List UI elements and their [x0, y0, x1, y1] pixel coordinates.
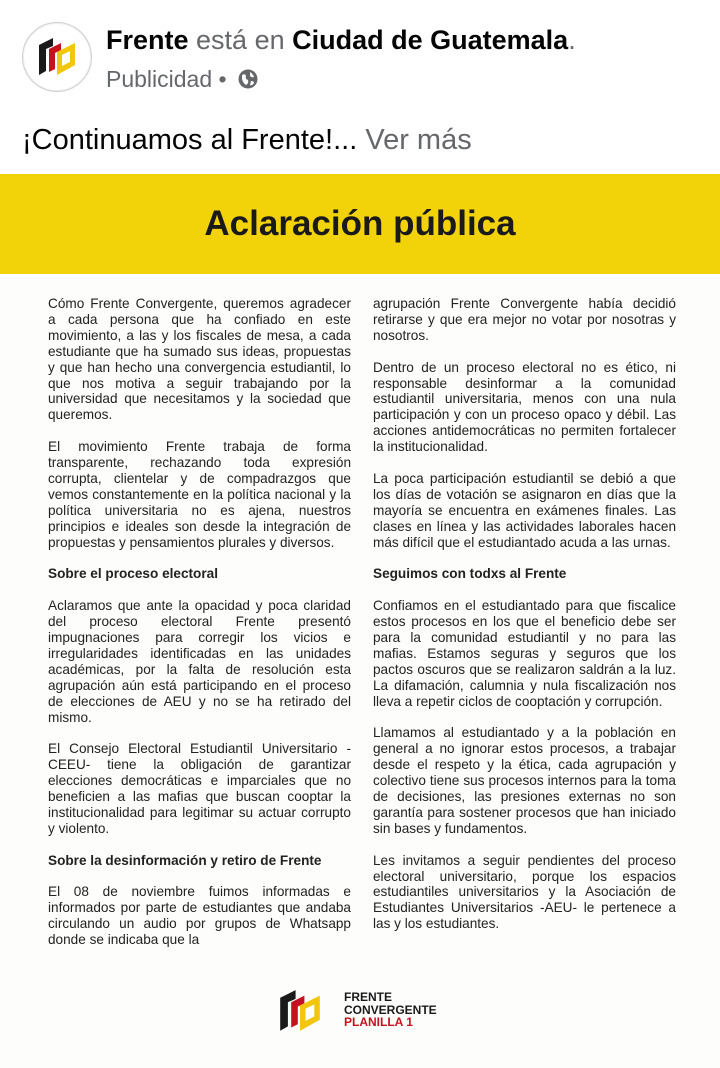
- paragraph: agrupación Frente Convergente había decidió retirarse y que era mejor no votar por nosotras y nosotros.: [373, 296, 676, 343]
- paragraph: El movimiento Frente trabaja de forma transparente, rechazando toda expresión corrupta, clientelar y de compadrazgos que vemos constantemente en la política nacional y la política universitaria no es ajena, nuestros principios e ideales son desde la integración de propuestas y pensamientos plurales y diversos.: [48, 439, 351, 550]
- paragraph: Les invitamos a seguir pendientes del proceso electoral universitario, porque los espacios estudiantiles universitarios y la Asociación de Estudiantes Universitarios -AEU- le pertenece a las y los estudiantes.: [373, 852, 676, 932]
- paragraph: La poca participación estudiantil se debió a que los días de votación se asignaron en días que la mayoría se encuentra en exámenes finales. Las clases en línea y las actividades laborales hacen más difícil que el estudiantado acuda a las urnas.: [373, 470, 676, 550]
- paragraph: Confiamos en el estudiantado para que fiscalice estos procesos en los que el beneficio debe ser para la comunidad estudiantil y no para las mafias. Estamos seguras y seguros que los pactos oscuros que se realizaron saldrán a la luz. La difamación, calumnia y nula fiscalización nos lleva a repetir ciclos de cooptación y corrupción.: [373, 598, 676, 709]
- section-heading: Sobre la desinformación y retiro de Frente: [48, 852, 322, 868]
- post-image[interactable]: [0, 174, 720, 1068]
- post-title-line: [106, 23, 576, 57]
- footer-logo: [278, 984, 458, 1040]
- paragraph: Cómo Frente Convergente, queremos agradecer a cada persona que ha confiado en este movimiento, a las y los fiscales de mesa, a cada estudiante que ha sumado sus ideas, propuestas y que han hecho una convergencia estudiantil, lo que nos motiva a seguir trabajando por la universidad que necesitamos y la sociedad que queremos.: [48, 296, 351, 423]
- paragraph: El 08 de noviembre fuimos informadas e informados por parte de estudiantes que andaba circulando un audio por grupos de Whatsapp donde se indicaba que la: [48, 884, 351, 948]
- frente-logo-icon: [37, 35, 77, 79]
- footer-line-1: FRENTE: [344, 990, 392, 1004]
- title-period: .: [568, 25, 576, 55]
- document-banner: [0, 174, 720, 274]
- post-text: [22, 121, 472, 159]
- footer-line-2: CONVERGENTE: [344, 1002, 437, 1017]
- page-name-link[interactable]: Frente: [106, 25, 189, 55]
- post-header: [0, 0, 720, 110]
- section-heading: Sobre el proceso electoral: [48, 566, 218, 582]
- see-more-link[interactable]: Ver más: [365, 124, 472, 156]
- paragraph: Aclaramos que ante la opacidad y poca claridad del proceso electoral Frente presentó impugnaciones para corregir los vicios e irregularidades identificadas en las unidades académicas, por la falta de resolución esta agrupación aún está participando en el proceso de elecciones de AEU y no se ha retirado del mismo.: [48, 598, 351, 725]
- post-meta: [106, 64, 259, 97]
- page-avatar[interactable]: [22, 22, 92, 92]
- document-right-column: [373, 296, 676, 948]
- meta-separator: •: [212, 66, 233, 92]
- paragraph: El Consejo Electoral Estudiantil Universitario -CEEU- tiene la obligación de garantizar elecciones democráticas e imparciales que no beneficien a las mafias que buscan cooptar la institucionalidad para legitimar su actuar corrupto y violento.: [48, 741, 351, 836]
- sponsored-label: Publicidad: [106, 66, 213, 92]
- paragraph: Llamamos al estudiantado y a la población en general a no ignorar estos procesos, a trabajar desde el respeto y la ética, cada agrupación y colectivo tiene sus procesos internos para la toma de decisiones, las presiones externas no son garantía para sostener procesos que han iniciado sin bases y fundamentos.: [373, 725, 676, 836]
- globe-icon: [237, 67, 259, 97]
- section-heading: Seguimos con todxs al Frente: [373, 566, 567, 582]
- checkin-connector: está en: [188, 25, 293, 55]
- document-left-column: [48, 296, 351, 964]
- post-message: ¡Continuamos al Frente!...: [22, 124, 358, 156]
- paragraph: Dentro de un proceso electoral no es ético, ni responsable desinformar a la comunidad estudiantil universitaria, menos con una nula participación y con un proceso opaco y débil. Las acciones antidemocráticas no permiten fortalecer la institucionalidad.: [373, 359, 676, 455]
- footer-wordmark: [344, 991, 437, 1029]
- document-title: Aclaración pública: [204, 204, 516, 243]
- footer-line-3: PLANILLA 1: [344, 1015, 413, 1029]
- location-link[interactable]: Ciudad de Guatemala: [292, 25, 569, 55]
- frente-convergente-logo-icon: [278, 986, 322, 1036]
